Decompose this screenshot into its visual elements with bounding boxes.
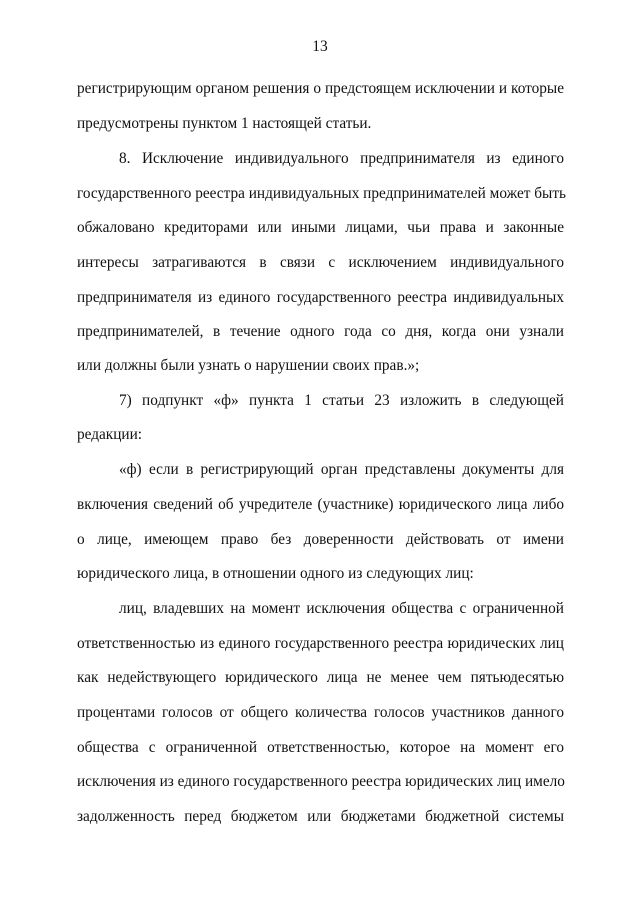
text-line: исключения из единого государственного реестра юридических лиц имело (77, 773, 565, 790)
text-line: процентами голосов от общего количества голосов участников данного (77, 704, 564, 721)
text-line: как недействующего юридического лица не менее чем пятьюдесятью (77, 669, 564, 686)
text-line: предпринимателей, в течение одного года со дня, когда они узнали (77, 323, 564, 340)
text-line: 7) подпункт «ф» пункта 1 статьи 23 изложить в следующей (119, 392, 564, 409)
text-line: регистрирующим органом решения о предстоящем исключении и которые (77, 80, 564, 97)
text-line: ответственностью из единого государственного реестра юридических лиц (77, 635, 564, 652)
text-line: предпринимателя из единого государственного реестра индивидуальных (77, 289, 564, 306)
text-line: включения сведений об учредителе (участнике) юридического лица либо (77, 496, 564, 513)
text-line: задолженность перед бюджетом или бюджетами бюджетной системы (77, 808, 564, 825)
text-line: обжаловано кредиторами или иными лицами, чьи права и законные (77, 219, 564, 236)
text-line: интересы затрагиваются в связи с исключением индивидуального (77, 254, 564, 271)
text-line: о лице, имеющем право без доверенности действовать от имени (77, 531, 564, 548)
text-line: или должны были узнать о нарушении своих прав.»; (77, 357, 420, 374)
text-line: 8. Исключение индивидуального предпринимателя из единого (119, 150, 564, 167)
text-line: предусмотрены пунктом 1 настоящей статьи. (77, 115, 372, 132)
text-line: юридического лица, в отношении одного из следующих лиц: (77, 565, 474, 582)
page-number: 13 (312, 38, 328, 55)
text-line: «ф) если в регистрирующий орган представлены документы для (119, 461, 564, 478)
text-line: лиц, владевших на момент исключения общества с ограниченной (119, 600, 564, 617)
text-line: общества с ограниченной ответственностью, которое на момент его (77, 739, 564, 756)
text-line: государственного реестра индивидуальных предпринимателей может быть (77, 185, 566, 202)
text-line: редакции: (77, 426, 143, 443)
